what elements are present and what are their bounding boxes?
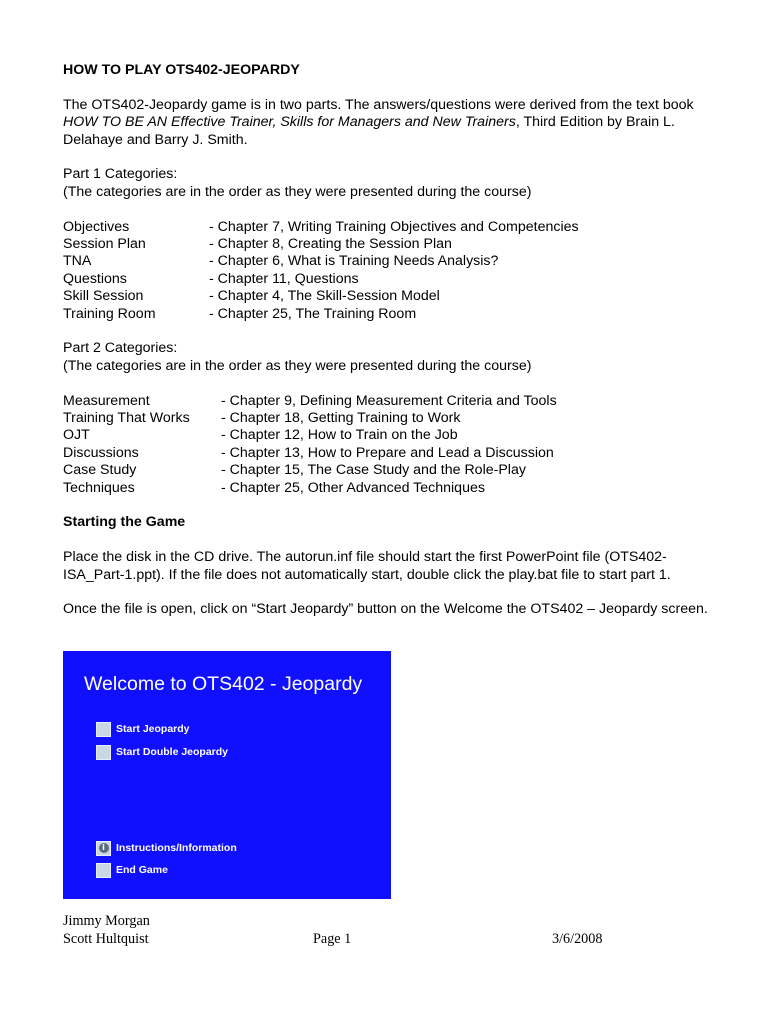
footer-author-1: Jimmy Morgan: [63, 913, 150, 929]
category-chapter: - Chapter 11, Questions: [209, 270, 359, 287]
square-icon: [96, 863, 111, 878]
category-chapter: - Chapter 12, How to Train on the Job: [221, 427, 458, 444]
category-name: Measurement: [63, 392, 150, 409]
category-row: [63, 410, 557, 427]
category-chapter: - Chapter 25, Other Advanced Techniques: [221, 479, 485, 496]
instructions-button[interactable]: [96, 839, 237, 857]
category-row: [63, 480, 557, 497]
document-title: HOW TO PLAY OTS402-JEOPARDY: [63, 62, 300, 78]
part2-categories: [63, 393, 557, 497]
book-title: HOW TO BE AN Effective Trainer, Skills for Managers and New Trainers: [63, 114, 516, 131]
category-name: TNA: [63, 253, 92, 270]
category-chapter: - Chapter 6, What is Training Needs Analysis?: [209, 253, 499, 270]
category-row: [63, 462, 557, 479]
category-chapter: - Chapter 9, Defining Measurement Criteria and Tools: [221, 392, 557, 409]
footer-page-number: Page 1: [313, 930, 352, 947]
category-name: Questions: [63, 270, 127, 287]
start-double-jeopardy-button[interactable]: [96, 743, 228, 761]
category-name: OJT: [63, 427, 90, 444]
category-chapter: - Chapter 8, Creating the Session Plan: [209, 236, 452, 253]
start-double-jeopardy-label: Start Double Jeopardy: [116, 746, 229, 758]
category-chapter: - Chapter 18, Getting Training to Work: [221, 410, 461, 427]
category-row: [63, 393, 557, 410]
square-icon: [96, 745, 111, 760]
intro-paragraph: [63, 97, 713, 149]
footer-date: 3/6/2008: [552, 930, 603, 947]
category-name: Skill Session: [63, 288, 144, 305]
intro-text-b: , Third Edition by Brain L. Delahaye and Barry J. Smith.: [63, 114, 675, 148]
category-chapter: - Chapter 13, How to Prepare and Lead a Discussion: [221, 444, 554, 461]
category-chapter: - Chapter 7, Writing Training Objectives and Competencies: [209, 218, 579, 235]
part1-note: (The categories are in the order as they were presented during the course): [63, 183, 532, 200]
category-name: Case Study: [63, 462, 137, 479]
intro-text-a: The OTS402-Jeopardy game is in two parts. The answers/questions were derived from the text book: [63, 96, 694, 113]
starting-heading: Starting the Game: [63, 514, 186, 531]
category-name: Objectives: [63, 218, 130, 235]
document-body: [63, 62, 713, 619]
welcome-title: Welcome to OTS402 - Jeopardy: [84, 673, 363, 695]
category-row: [63, 427, 557, 444]
part2-heading: Part 2 Categories:: [63, 340, 178, 357]
end-game-label: End Game: [116, 864, 168, 876]
category-row: [63, 253, 579, 270]
start-jeopardy-button[interactable]: [96, 720, 190, 738]
category-row: [63, 271, 579, 288]
start-jeopardy-label: Start Jeopardy: [116, 723, 190, 735]
category-name: Discussions: [63, 444, 139, 461]
square-icon: [96, 722, 111, 737]
starting-paragraph-2: Once the file is open, click on “Start Jeopardy” button on the Welcome the OTS402 – Jeopardy screen.: [63, 601, 708, 618]
category-chapter: - Chapter 25, The Training Room: [209, 305, 417, 322]
footer-authors: [63, 913, 150, 948]
info-icon: i: [96, 841, 111, 856]
category-name: Session Plan: [63, 236, 146, 253]
part1-categories: [63, 219, 579, 323]
end-game-button[interactable]: [96, 861, 168, 879]
footer-author-2: Scott Hultquist: [63, 930, 149, 947]
category-row: [63, 236, 579, 253]
category-row: [63, 306, 579, 323]
starting-paragraph-1: Place the disk in the CD drive. The autorun.inf file should start the first PowerPoint file (OTS402-ISA_Part-1.ppt). If the file does not automatically start, double click the play.bat file to start part 1.: [63, 549, 671, 583]
category-row: [63, 445, 557, 462]
part2-note: (The categories are in the order as they were presented during the course): [63, 357, 532, 374]
category-name: Training That Works: [63, 410, 190, 427]
category-chapter: - Chapter 15, The Case Study and the Role-Play: [221, 462, 526, 479]
category-row: [63, 219, 579, 236]
category-row: [63, 288, 579, 305]
welcome-screenshot: [63, 651, 391, 899]
category-chapter: - Chapter 4, The Skill-Session Model: [209, 288, 440, 305]
category-name: Techniques: [63, 479, 135, 496]
category-name: Training Room: [63, 305, 156, 322]
instructions-label: Instructions/Information: [116, 842, 237, 854]
part1-heading: Part 1 Categories:: [63, 166, 178, 183]
